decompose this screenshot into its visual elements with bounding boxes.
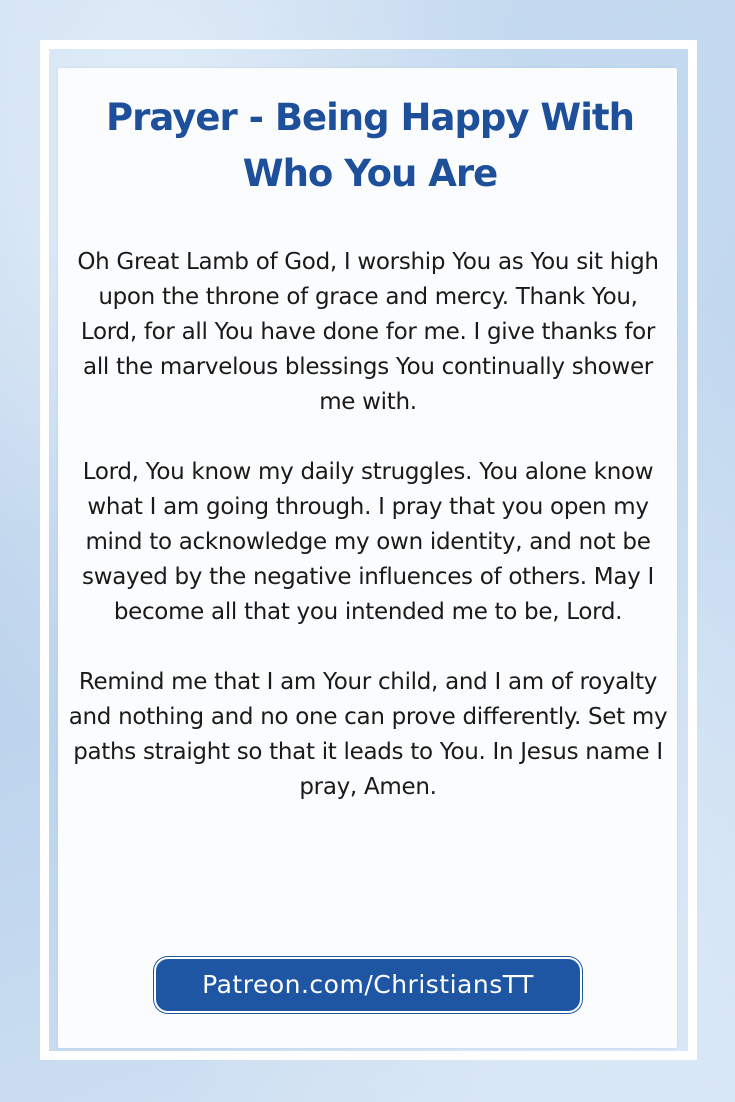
prayer-paragraph-1: Oh Great Lamb of God, I worship You as You sit high upon the throne of grace and mercy. Thank You, Lord, for all You have done for me. I give thanks for all the marvelous blessings You continually shower me with. [77,249,659,415]
prayer-body [68,245,668,840]
prayer-paragraph-3: Remind me that I am Your child, and I am of royalty and nothing and no one can prove differently. Set my paths straight so that it leads to You. In Jesus name I pray, Amen. [68,669,668,800]
patreon-link-button[interactable]: Patreon.com/ChristiansTT [154,957,582,1013]
page-title: Prayer - Being Happy With Who You Are [106,96,634,195]
prayer-paragraph-2: Lord, You know my daily struggles. You alone know what I am going through. I pray that you open my mind to acknowledge my own identity, and not be swayed by the negative influences of others. May I become all that you intended me to be, Lord. [82,459,654,625]
